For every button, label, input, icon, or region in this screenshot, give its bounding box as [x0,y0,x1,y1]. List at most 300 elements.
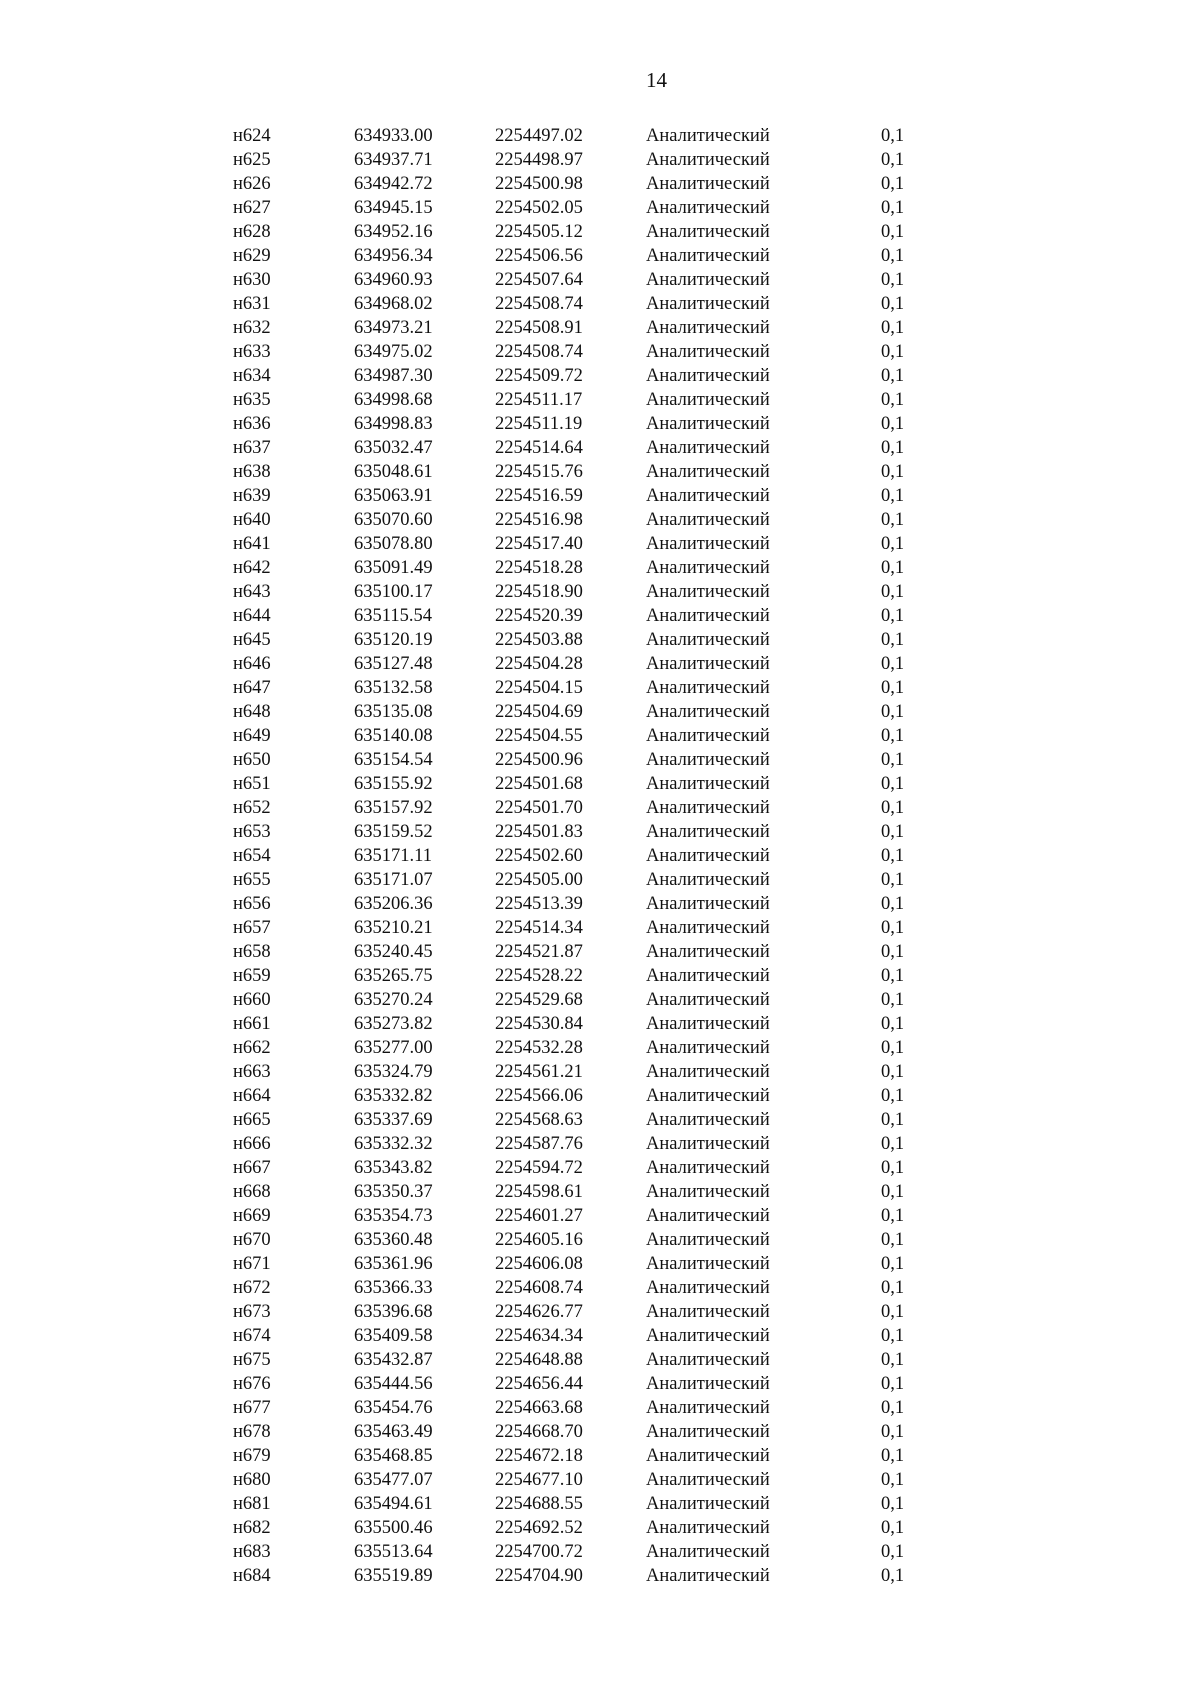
table-row [233,1108,913,1132]
coord-y-cell: 2254529.68 [495,990,583,1010]
coord-y-cell: 2254561.21 [495,1062,583,1082]
coord-x-cell: 634987.30 [354,366,433,386]
method-cell: Аналитический [646,1518,770,1538]
point-id-cell: н637 [233,438,271,458]
accuracy-cell: 0,1 [881,774,905,794]
accuracy-cell: 0,1 [881,822,905,842]
method-cell: Аналитический [646,390,770,410]
point-id-cell: н635 [233,390,271,410]
method-cell: Аналитический [646,438,770,458]
table-row [233,1396,913,1420]
method-cell: Аналитический [646,1374,770,1394]
coord-x-cell: 635361.96 [354,1254,433,1274]
table-row [233,1444,913,1468]
point-id-cell: н634 [233,366,271,386]
point-id-cell: н640 [233,510,271,530]
table-row [233,1540,913,1564]
method-cell: Аналитический [646,1422,770,1442]
coord-y-cell: 2254608.74 [495,1278,583,1298]
method-cell: Аналитический [646,1278,770,1298]
coord-x-cell: 635171.07 [354,870,433,890]
table-row [233,1204,913,1228]
coord-x-cell: 635100.17 [354,582,433,602]
accuracy-cell: 0,1 [881,870,905,890]
method-cell: Аналитический [646,1158,770,1178]
point-id-cell: н645 [233,630,271,650]
accuracy-cell: 0,1 [881,1230,905,1250]
point-id-cell: н669 [233,1206,271,1226]
coordinates-table [233,124,913,1588]
coord-x-cell: 635444.56 [354,1374,433,1394]
coord-x-cell: 635432.87 [354,1350,433,1370]
accuracy-cell: 0,1 [881,366,905,386]
method-cell: Аналитический [646,1062,770,1082]
accuracy-cell: 0,1 [881,270,905,290]
method-cell: Аналитический [646,654,770,674]
method-cell: Аналитический [646,486,770,506]
coord-x-cell: 635127.48 [354,654,433,674]
coord-x-cell: 635500.46 [354,1518,433,1538]
table-row [233,1324,913,1348]
point-id-cell: н683 [233,1542,271,1562]
accuracy-cell: 0,1 [881,390,905,410]
accuracy-cell: 0,1 [881,510,905,530]
accuracy-cell: 0,1 [881,1398,905,1418]
table-row [233,196,913,220]
coord-x-cell: 635354.73 [354,1206,433,1226]
coord-x-cell: 634968.02 [354,294,433,314]
accuracy-cell: 0,1 [881,1326,905,1346]
coord-x-cell: 635155.92 [354,774,433,794]
coord-x-cell: 635324.79 [354,1062,433,1082]
method-cell: Аналитический [646,1086,770,1106]
point-id-cell: н638 [233,462,271,482]
accuracy-cell: 0,1 [881,654,905,674]
method-cell: Аналитический [646,918,770,938]
coord-x-cell: 635120.19 [354,630,433,650]
coord-y-cell: 2254692.52 [495,1518,583,1538]
coord-x-cell: 634933.00 [354,126,433,146]
coord-y-cell: 2254594.72 [495,1158,583,1178]
method-cell: Аналитический [646,150,770,170]
coord-y-cell: 2254513.39 [495,894,583,914]
coord-x-cell: 635265.75 [354,966,433,986]
method-cell: Аналитический [646,798,770,818]
coord-x-cell: 635240.45 [354,942,433,962]
coord-y-cell: 2254500.98 [495,174,583,194]
point-id-cell: н679 [233,1446,271,1466]
table-row [233,340,913,364]
accuracy-cell: 0,1 [881,294,905,314]
table-row [233,964,913,988]
point-id-cell: н631 [233,294,271,314]
coord-y-cell: 2254515.76 [495,462,583,482]
coord-y-cell: 2254501.68 [495,774,583,794]
point-id-cell: н648 [233,702,271,722]
coord-y-cell: 2254511.17 [495,390,583,410]
accuracy-cell: 0,1 [881,1182,905,1202]
coord-x-cell: 635159.52 [354,822,433,842]
point-id-cell: н664 [233,1086,271,1106]
coord-x-cell: 635273.82 [354,1014,433,1034]
point-id-cell: н642 [233,558,271,578]
method-cell: Аналитический [646,894,770,914]
point-id-cell: н661 [233,1014,271,1034]
coord-y-cell: 2254518.28 [495,558,583,578]
accuracy-cell: 0,1 [881,966,905,986]
accuracy-cell: 0,1 [881,1062,905,1082]
accuracy-cell: 0,1 [881,558,905,578]
point-id-cell: н650 [233,750,271,770]
table-row [233,868,913,892]
accuracy-cell: 0,1 [881,222,905,242]
point-id-cell: н626 [233,174,271,194]
coord-x-cell: 634937.71 [354,150,433,170]
method-cell: Аналитический [646,678,770,698]
point-id-cell: н652 [233,798,271,818]
table-row [233,484,913,508]
method-cell: Аналитический [646,1470,770,1490]
coord-x-cell: 635409.58 [354,1326,433,1346]
coord-x-cell: 635463.49 [354,1422,433,1442]
coord-x-cell: 635277.00 [354,1038,433,1058]
coord-y-cell: 2254688.55 [495,1494,583,1514]
coord-x-cell: 634998.83 [354,414,433,434]
method-cell: Аналитический [646,462,770,482]
accuracy-cell: 0,1 [881,1422,905,1442]
table-row [233,460,913,484]
coord-x-cell: 635477.07 [354,1470,433,1490]
table-row [233,1564,913,1588]
table-row [233,1228,913,1252]
table-row [233,316,913,340]
point-id-cell: н656 [233,894,271,914]
table-row [233,1348,913,1372]
coord-x-cell: 635032.47 [354,438,433,458]
coord-y-cell: 2254672.18 [495,1446,583,1466]
method-cell: Аналитический [646,1206,770,1226]
method-cell: Аналитический [646,942,770,962]
table-row [233,1468,913,1492]
accuracy-cell: 0,1 [881,942,905,962]
method-cell: Аналитический [646,1302,770,1322]
coord-y-cell: 2254626.77 [495,1302,583,1322]
table-row [233,1420,913,1444]
accuracy-cell: 0,1 [881,462,905,482]
method-cell: Аналитический [646,270,770,290]
method-cell: Аналитический [646,342,770,362]
coord-y-cell: 2254517.40 [495,534,583,554]
point-id-cell: н649 [233,726,271,746]
method-cell: Аналитический [646,1542,770,1562]
accuracy-cell: 0,1 [881,1158,905,1178]
point-id-cell: н644 [233,606,271,626]
accuracy-cell: 0,1 [881,1254,905,1274]
method-cell: Аналитический [646,1254,770,1274]
table-row [233,148,913,172]
coord-x-cell: 635366.33 [354,1278,433,1298]
coord-y-cell: 2254566.06 [495,1086,583,1106]
coord-y-cell: 2254530.84 [495,1014,583,1034]
method-cell: Аналитический [646,822,770,842]
point-id-cell: н657 [233,918,271,938]
method-cell: Аналитический [646,366,770,386]
point-id-cell: н668 [233,1182,271,1202]
accuracy-cell: 0,1 [881,1014,905,1034]
accuracy-cell: 0,1 [881,606,905,626]
method-cell: Аналитический [646,702,770,722]
table-row [233,820,913,844]
point-id-cell: н663 [233,1062,271,1082]
table-row [233,628,913,652]
point-id-cell: н684 [233,1566,271,1586]
accuracy-cell: 0,1 [881,1110,905,1130]
accuracy-cell: 0,1 [881,1518,905,1538]
accuracy-cell: 0,1 [881,582,905,602]
point-id-cell: н659 [233,966,271,986]
coord-y-cell: 2254508.74 [495,342,583,362]
accuracy-cell: 0,1 [881,1038,905,1058]
coord-y-cell: 2254504.28 [495,654,583,674]
table-row [233,772,913,796]
point-id-cell: н667 [233,1158,271,1178]
table-row [233,580,913,604]
coord-y-cell: 2254598.61 [495,1182,583,1202]
point-id-cell: н624 [233,126,271,146]
table-row [233,1180,913,1204]
point-id-cell: н628 [233,222,271,242]
table-row [233,724,913,748]
coord-x-cell: 634956.34 [354,246,433,266]
table-row [233,220,913,244]
point-id-cell: н639 [233,486,271,506]
coord-y-cell: 2254700.72 [495,1542,583,1562]
coord-x-cell: 635396.68 [354,1302,433,1322]
method-cell: Аналитический [646,1494,770,1514]
accuracy-cell: 0,1 [881,726,905,746]
method-cell: Аналитический [646,582,770,602]
method-cell: Аналитический [646,846,770,866]
coord-y-cell: 2254501.83 [495,822,583,842]
point-id-cell: н658 [233,942,271,962]
coord-y-cell: 2254502.05 [495,198,583,218]
table-row [233,244,913,268]
coord-y-cell: 2254505.12 [495,222,583,242]
point-id-cell: н625 [233,150,271,170]
point-id-cell: н646 [233,654,271,674]
accuracy-cell: 0,1 [881,1446,905,1466]
point-id-cell: н680 [233,1470,271,1490]
point-id-cell: н665 [233,1110,271,1130]
method-cell: Аналитический [646,246,770,266]
accuracy-cell: 0,1 [881,438,905,458]
method-cell: Аналитический [646,1446,770,1466]
coord-y-cell: 2254521.87 [495,942,583,962]
coord-x-cell: 634975.02 [354,342,433,362]
method-cell: Аналитический [646,966,770,986]
point-id-cell: н681 [233,1494,271,1514]
method-cell: Аналитический [646,198,770,218]
coord-y-cell: 2254502.60 [495,846,583,866]
coord-x-cell: 634942.72 [354,174,433,194]
coord-x-cell: 635332.82 [354,1086,433,1106]
accuracy-cell: 0,1 [881,1278,905,1298]
accuracy-cell: 0,1 [881,246,905,266]
coord-x-cell: 635513.64 [354,1542,433,1562]
table-row [233,700,913,724]
coord-y-cell: 2254504.69 [495,702,583,722]
point-id-cell: н676 [233,1374,271,1394]
accuracy-cell: 0,1 [881,678,905,698]
coord-y-cell: 2254504.15 [495,678,583,698]
coord-y-cell: 2254507.64 [495,270,583,290]
coord-y-cell: 2254704.90 [495,1566,583,1586]
accuracy-cell: 0,1 [881,630,905,650]
accuracy-cell: 0,1 [881,150,905,170]
coord-y-cell: 2254509.72 [495,366,583,386]
point-id-cell: н636 [233,414,271,434]
point-id-cell: н641 [233,534,271,554]
table-row [233,892,913,916]
point-id-cell: н655 [233,870,271,890]
coord-x-cell: 635091.49 [354,558,433,578]
accuracy-cell: 0,1 [881,918,905,938]
coord-x-cell: 634998.68 [354,390,433,410]
table-row [233,916,913,940]
coord-x-cell: 635519.89 [354,1566,433,1586]
coord-y-cell: 2254528.22 [495,966,583,986]
point-id-cell: н672 [233,1278,271,1298]
coord-y-cell: 2254663.68 [495,1398,583,1418]
accuracy-cell: 0,1 [881,1566,905,1586]
point-id-cell: н629 [233,246,271,266]
coord-y-cell: 2254503.88 [495,630,583,650]
method-cell: Аналитический [646,774,770,794]
accuracy-cell: 0,1 [881,1134,905,1154]
table-row [233,988,913,1012]
accuracy-cell: 0,1 [881,990,905,1010]
method-cell: Аналитический [646,870,770,890]
coord-x-cell: 635454.76 [354,1398,433,1418]
coord-y-cell: 2254634.34 [495,1326,583,1346]
method-cell: Аналитический [646,558,770,578]
table-row [233,1036,913,1060]
accuracy-cell: 0,1 [881,1374,905,1394]
table-row [233,652,913,676]
table-row [233,172,913,196]
coord-x-cell: 634952.16 [354,222,433,242]
accuracy-cell: 0,1 [881,798,905,818]
table-row [233,1012,913,1036]
table-row [233,388,913,412]
method-cell: Аналитический [646,1350,770,1370]
point-id-cell: н632 [233,318,271,338]
table-row [233,508,913,532]
coord-y-cell: 2254516.98 [495,510,583,530]
coord-x-cell: 635332.32 [354,1134,433,1154]
accuracy-cell: 0,1 [881,1470,905,1490]
accuracy-cell: 0,1 [881,1302,905,1322]
coord-x-cell: 635350.37 [354,1182,433,1202]
point-id-cell: н682 [233,1518,271,1538]
coord-x-cell: 635063.91 [354,486,433,506]
table-row [233,1492,913,1516]
coord-x-cell: 635115.54 [354,606,432,626]
coord-y-cell: 2254606.08 [495,1254,583,1274]
accuracy-cell: 0,1 [881,1542,905,1562]
coord-y-cell: 2254677.10 [495,1470,583,1490]
point-id-cell: н674 [233,1326,271,1346]
method-cell: Аналитический [646,294,770,314]
coord-x-cell: 635343.82 [354,1158,433,1178]
point-id-cell: н677 [233,1398,271,1418]
method-cell: Аналитический [646,126,770,146]
coord-x-cell: 635360.48 [354,1230,433,1250]
method-cell: Аналитический [646,1110,770,1130]
coord-x-cell: 635078.80 [354,534,433,554]
method-cell: Аналитический [646,510,770,530]
accuracy-cell: 0,1 [881,1086,905,1106]
coord-x-cell: 635270.24 [354,990,433,1010]
coord-y-cell: 2254532.28 [495,1038,583,1058]
table-row [233,1060,913,1084]
point-id-cell: н627 [233,198,271,218]
point-id-cell: н660 [233,990,271,1010]
accuracy-cell: 0,1 [881,894,905,914]
point-id-cell: н675 [233,1350,271,1370]
accuracy-cell: 0,1 [881,750,905,770]
table-row [233,796,913,820]
page-number: 14 [646,68,667,92]
coord-y-cell: 2254511.19 [495,414,583,434]
accuracy-cell: 0,1 [881,174,905,194]
point-id-cell: н678 [233,1422,271,1442]
point-id-cell: н662 [233,1038,271,1058]
method-cell: Аналитический [646,1566,770,1586]
coord-x-cell: 635171.11 [354,846,432,866]
table-row [233,940,913,964]
coord-x-cell: 635157.92 [354,798,433,818]
coord-x-cell: 635135.08 [354,702,433,722]
accuracy-cell: 0,1 [881,198,905,218]
accuracy-cell: 0,1 [881,126,905,146]
coord-y-cell: 2254498.97 [495,150,583,170]
coord-x-cell: 635140.08 [354,726,433,746]
coord-y-cell: 2254506.56 [495,246,583,266]
coord-y-cell: 2254601.27 [495,1206,583,1226]
coord-y-cell: 2254668.70 [495,1422,583,1442]
method-cell: Аналитический [646,1134,770,1154]
point-id-cell: н653 [233,822,271,842]
table-row [233,1156,913,1180]
accuracy-cell: 0,1 [881,1494,905,1514]
method-cell: Аналитический [646,1014,770,1034]
method-cell: Аналитический [646,630,770,650]
table-row [233,1132,913,1156]
accuracy-cell: 0,1 [881,414,905,434]
method-cell: Аналитический [646,1038,770,1058]
coord-y-cell: 2254504.55 [495,726,583,746]
point-id-cell: н671 [233,1254,271,1274]
accuracy-cell: 0,1 [881,486,905,506]
coord-y-cell: 2254605.16 [495,1230,583,1250]
coord-y-cell: 2254497.02 [495,126,583,146]
coord-x-cell: 635337.69 [354,1110,433,1130]
coord-y-cell: 2254501.70 [495,798,583,818]
table-row [233,292,913,316]
method-cell: Аналитический [646,990,770,1010]
table-row [233,844,913,868]
